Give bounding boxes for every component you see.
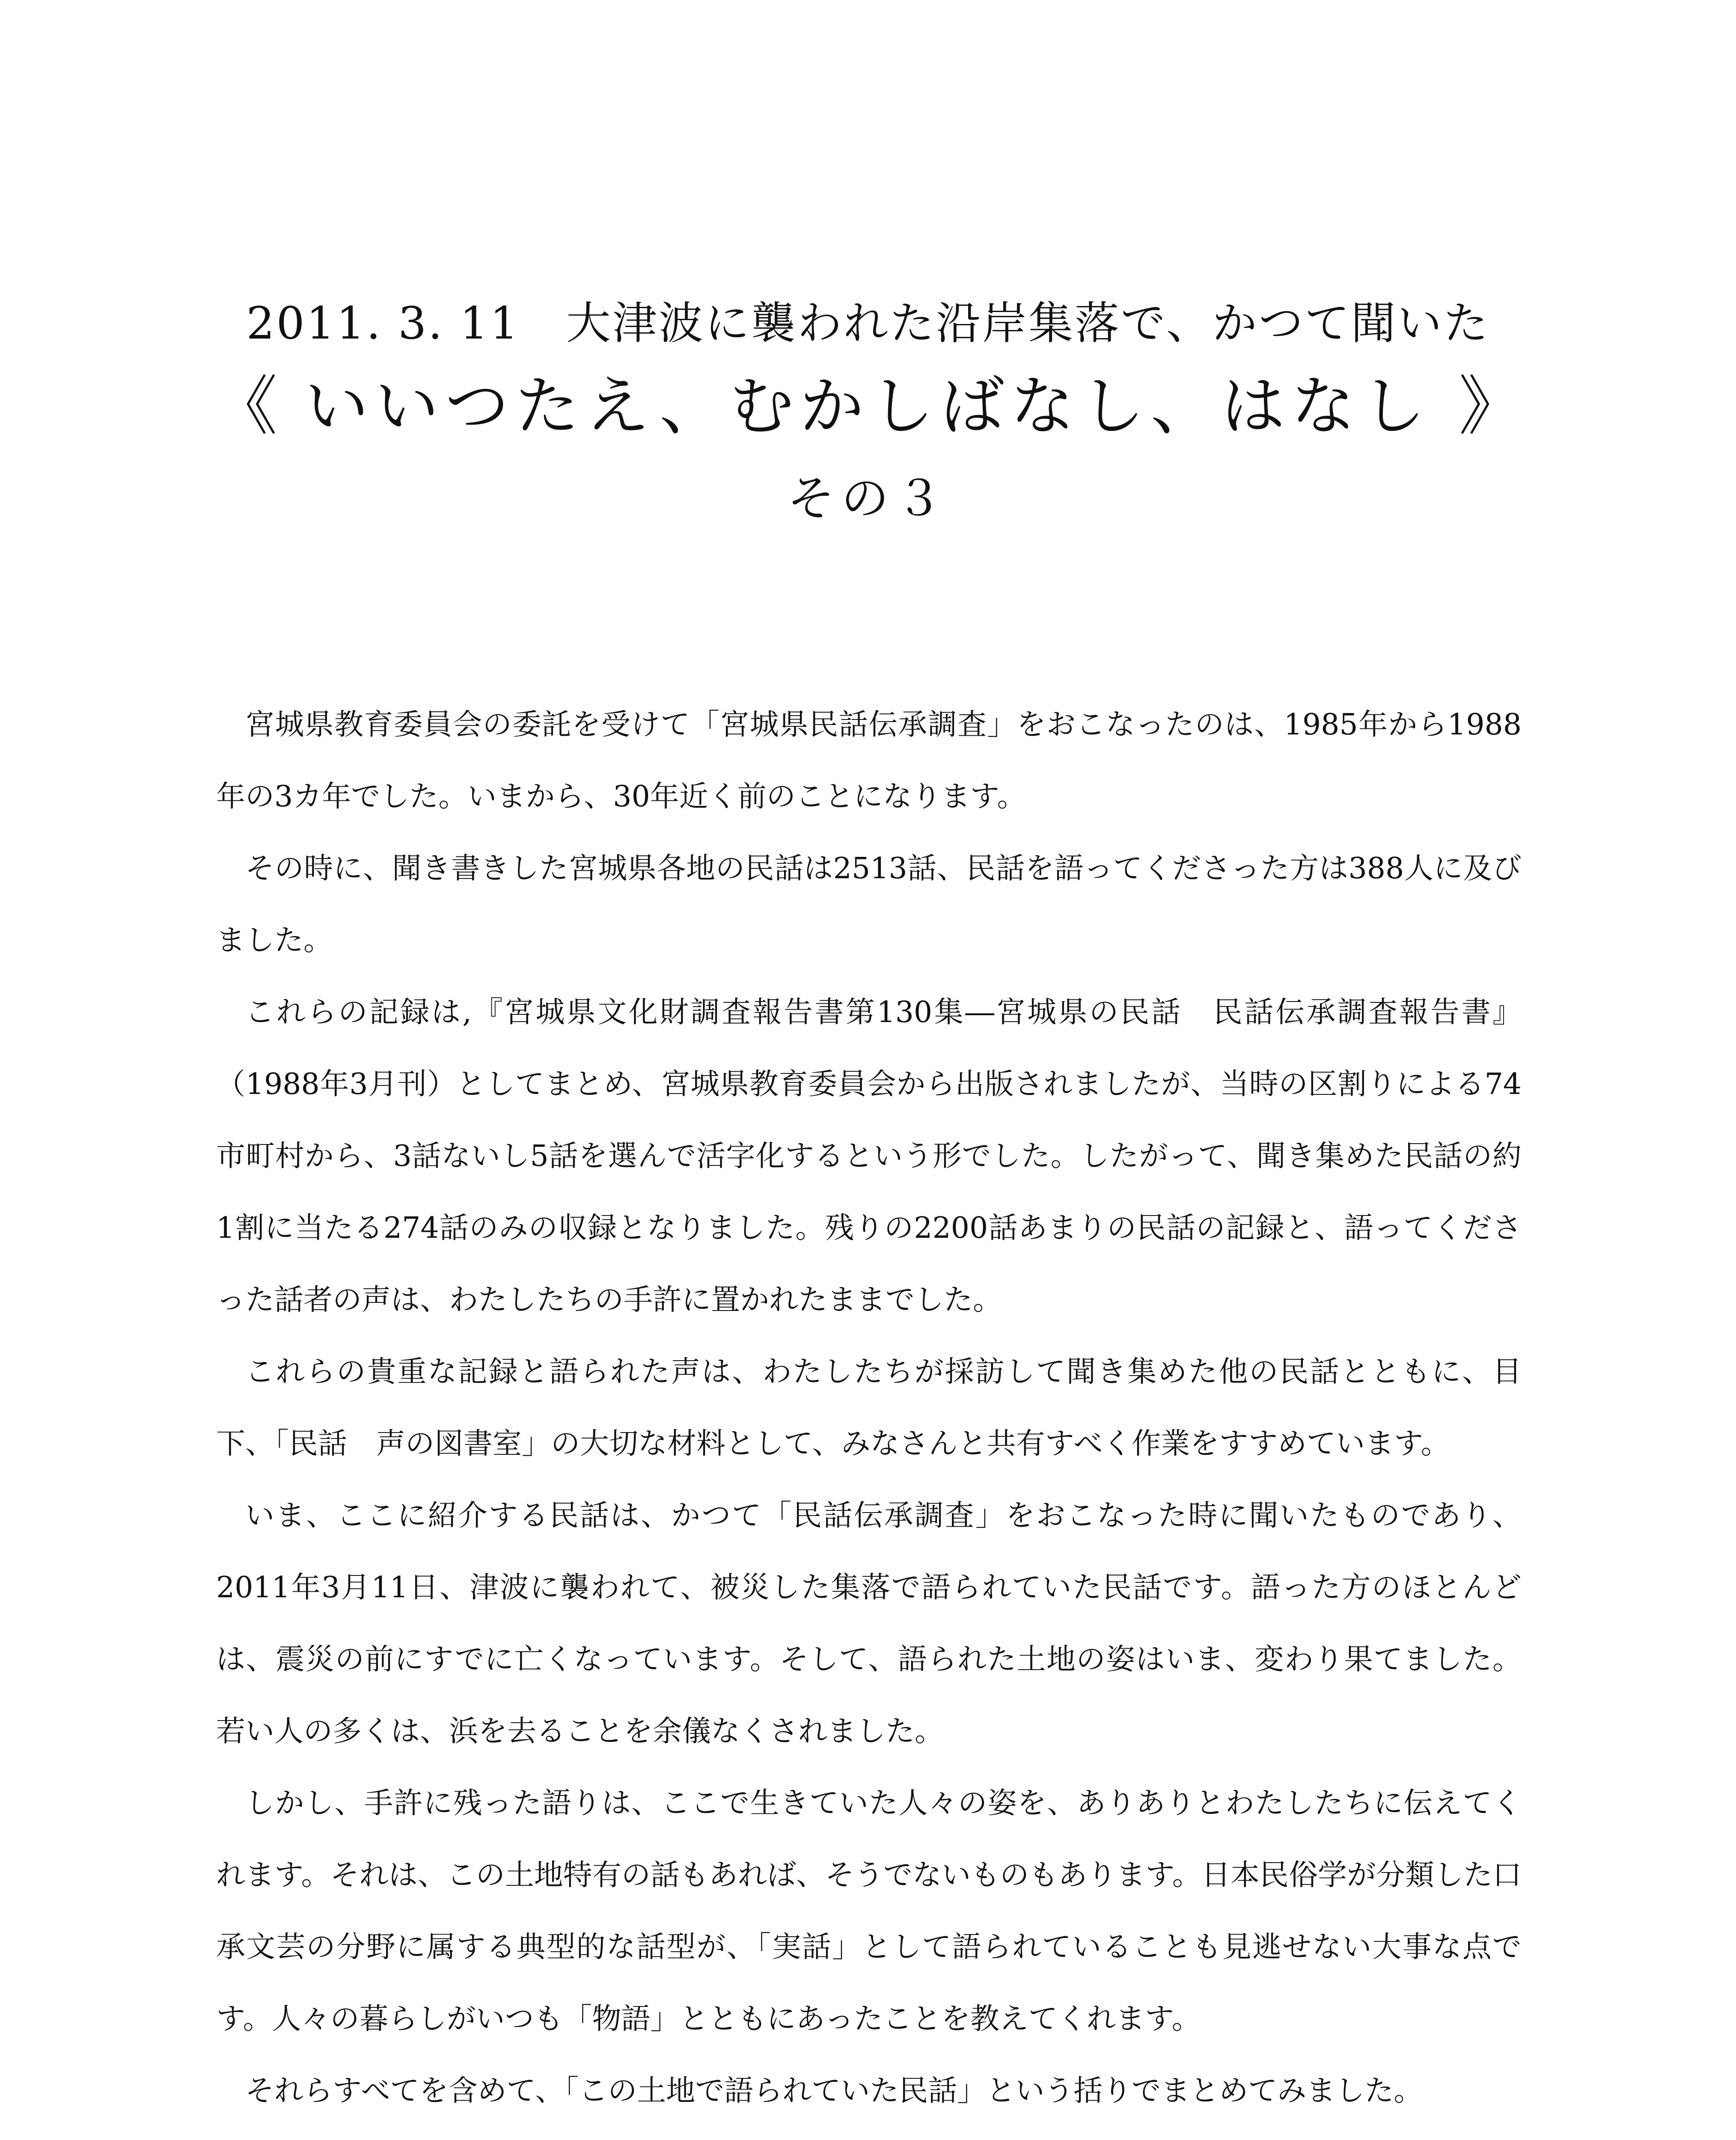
paragraph-2: その時に、聞き書きした宮城県各地の民話は2513話、民話を語ってくださった方は388人に及びました。 [216,852,1522,957]
title-bracket-close: 》 [1458,369,1523,444]
title-block [0,291,1736,531]
paragraph-3: これらの記録は,『宮城県文化財調査報告書第130集―宮城県の民話 民話伝承調査報告書』（1988年3月刊）としてまとめ、宮城県教育委員会から出版されましたが、当時の区割りによる74市町村から、3話ないし5話を選んで活字化するという形でした。したがって、聞き集めた民話の約1割に当たる274話のみの収録となりました。残りの2200話あまりの民話の記録と、語ってくださった話者の声は、わたしたちの手許に置かれたままでした。 [216,996,1522,1317]
paragraph-7: それらすべてを含めて、「この土地で語られていた民話」という括りでまとめてみました。 [245,2074,1423,2108]
paragraph-4: これらの貴重な記録と語られた声は、わたしたちが採訪して聞き集めた他の民話とともに、目下、「民話 声の図書室」の大切な材料として、みなさんと共有すべく作業をすすめています。 [216,1355,1522,1461]
paragraph-8 [216,2127,1522,2140]
paragraph-1: 宮城県教育委員会の委託を受けて「宮城県民話伝承調査」をおこなったのは、1985年から1988年の3カ年でした。いまから、30年近く前のことになります。 [216,708,1522,814]
body-text [216,689,1522,2140]
title-main-line [213,364,1523,449]
title-bracket-open: 《 [213,369,278,444]
paragraph-5: いま、ここに紹介する民話は、かつて「民話伝承調査」をおこなった時に聞いたものであり、2011年3月11日、津波に襲われて、被災した集落で語られていた民話です。語った方のほとんどは、震災の前にすでに亡くなっています。そして、語られた土地の姿はいま、変わり果てました。若い人の多くは、浜を去ることを余儀なくされました。 [216,1499,1522,1748]
title-date-line: 2011. 3. 11 大津波に襲われた沿岸集落で、かつて聞いた [246,297,1490,349]
paragraph-6: しかし、手許に残った語りは、ここで生きていた人々の姿を、ありありとわたしたちに伝えてくれます。それは、この土地特有の話もあれば、そうでないものもあります。日本民俗学が分類した口承文芸の分野に属する典型的な話型が、「実話」として語られていることも見逃せない大事な点です。人々の暮らしがいつも「物語」とともにあったことを教えてくれます。 [216,1786,1522,2036]
page-title: いいつたえ、むかしばなし、はなし [304,369,1432,444]
title-subtitle: その３ [787,471,949,526]
